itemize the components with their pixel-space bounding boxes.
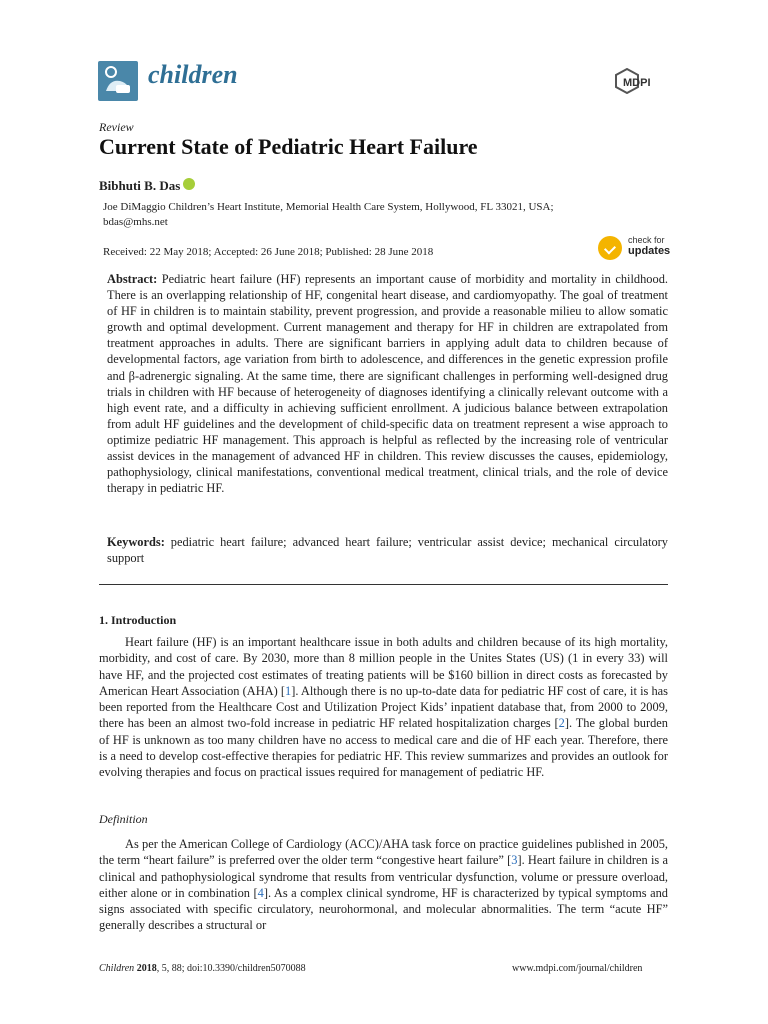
abstract-label: Abstract: [107, 272, 158, 286]
footer-url[interactable]: www.mdpi.com/journal/children [512, 963, 643, 974]
article-type: Review [99, 120, 134, 134]
footer-journal: Children [99, 963, 135, 974]
definition-paragraph [99, 836, 668, 934]
section-heading-introduction: 1. Introduction [99, 613, 177, 627]
intro-paragraph [99, 634, 668, 781]
definition-text-c: ]. As a complex clinical syndrome, HF is characterized by typical symptoms and signs associated with specific circulatory, neurohormonal, and molecular abnormalities. The term “acute HF” generally describes a structural or [99, 885, 668, 933]
citation-link[interactable]: 3 [511, 853, 518, 868]
affiliation-address: Joe DiMaggio Children’s Heart Institute, Memorial Health Care System, Hollywood, FL 33021, USA; [103, 201, 554, 213]
journal-logo-icon [98, 61, 138, 101]
author-line [99, 178, 195, 194]
check-updates-icon [598, 236, 622, 260]
page-title: Current State of Pediatric Heart Failure [99, 134, 478, 159]
keywords-text: pediatric heart failure; advanced heart failure; ventricular assist device; mechanical circulatory support [107, 535, 668, 566]
keywords-label: Keywords: [107, 535, 165, 549]
citation-link[interactable]: 4 [257, 885, 264, 900]
check-updates-label-bottom: updates [628, 245, 671, 257]
abstract [107, 271, 668, 496]
author-email[interactable]: bdas@mhs.net [103, 216, 168, 228]
journal-name: children [148, 60, 238, 89]
intro-text-b: ]. Although there is no up-to-date data for pediatric HF cost of care, it is has been reported from the Healthcare Cost and Utilization Project Kids’ inpatient database that, from 2000 to 2009, there has been an almost two-fold increase in pediatric HF related hospitalization charges [ [99, 683, 668, 731]
publication-dates: Received: 22 May 2018; Accepted: 26 June 2018; Published: 28 June 2018 [103, 246, 434, 258]
citation-link[interactable]: 1 [285, 683, 292, 698]
affiliation [103, 200, 643, 230]
orcid-icon[interactable] [183, 178, 195, 190]
intro-text-a: Heart failure (HF) is an important healthcare issue in both adults and children because of its high mortality, morbidity, and cost of care. By 2030, more than 8 million people in the Unites States (US) (1 in every 33) will have HF, and the projected cost estimates of treating patients will be $160 billion in direct costs as forecasted by American Heart Association (AHA) [ [99, 635, 668, 698]
abstract-text: Pediatric heart failure (HF) represents an important cause of morbidity and mortality in childhood. There is an overlapping relationship of HF, congenital heart disease, and cardiomyopathy. The goal of treatment of HF in children is to maintain stability, prevent progression, and provide a reasonable milieu to allow somatic growth and optimal development. Current management and therapy for HF in children are extrapolated from treatment approaches in adults. There are significant barriers in applying adult data to children because of developmental factors, age variation from birth to adolescence, and differences in the genetic expression profile and β-adrenergic signaling. At the same time, there are significant challenges in performing well-designed drug trials in children with HF because of heterogeneity of diagnoses identifying a clinically relevant outcome with a high event rate, and a difficulty in achieving sufficient enrollment. A judicious balance between extrapolation from adult HF guidelines and the development of child-specific data on treatment represent a wise approach to optimize pediatric HF management. This approach is helpful as reflected by the increasing role of ventricular assist devices in the management of advanced HF in children. This review discusses the causes, epidemiology, pathophysiology, clinical manifestations, conventional medical treatment, clinical trials, and the role of device therapy in pediatric HF. [107, 272, 668, 496]
definition-text-a: As per the American College of Cardiology (ACC)/AHA task force on practice guidelines published in 2005, the term “heart failure” is preferred over the older term “congestive heart failure” [ [99, 837, 668, 868]
keywords [107, 534, 668, 566]
mdpi-label: MDPI [623, 77, 651, 89]
check-updates-label-top: check for [628, 235, 665, 245]
section-divider [99, 584, 668, 585]
citation-link[interactable]: 2 [558, 716, 565, 731]
check-for-updates-button[interactable] [598, 232, 688, 262]
footer-year: 2018 [136, 963, 157, 974]
footer-doi: , 5, 88; doi:10.3390/children5070088 [156, 963, 306, 974]
intro-text-c: ]. The global burden of HF is unknown as too many children have no access to medical care and die of HF each year. Therefore, there is a need to develop cost-effective therapies for pediatric HF. This review summarizes and provides an outlook for evolving therapies and focus on practical issues required for management of pediatric HF. [99, 716, 668, 780]
footer-citation [99, 963, 306, 974]
author-name: Bibhuti B. Das [99, 178, 181, 193]
mdpi-logo-icon [614, 68, 670, 99]
subsection-heading-definition: Definition [99, 812, 148, 826]
definition-text-b: ]. Heart failure in children is a clinical and pathophysiological syndrome that results from ventricular dysfunction, volume or pressure overload, either alone or in combination [ [99, 853, 668, 900]
